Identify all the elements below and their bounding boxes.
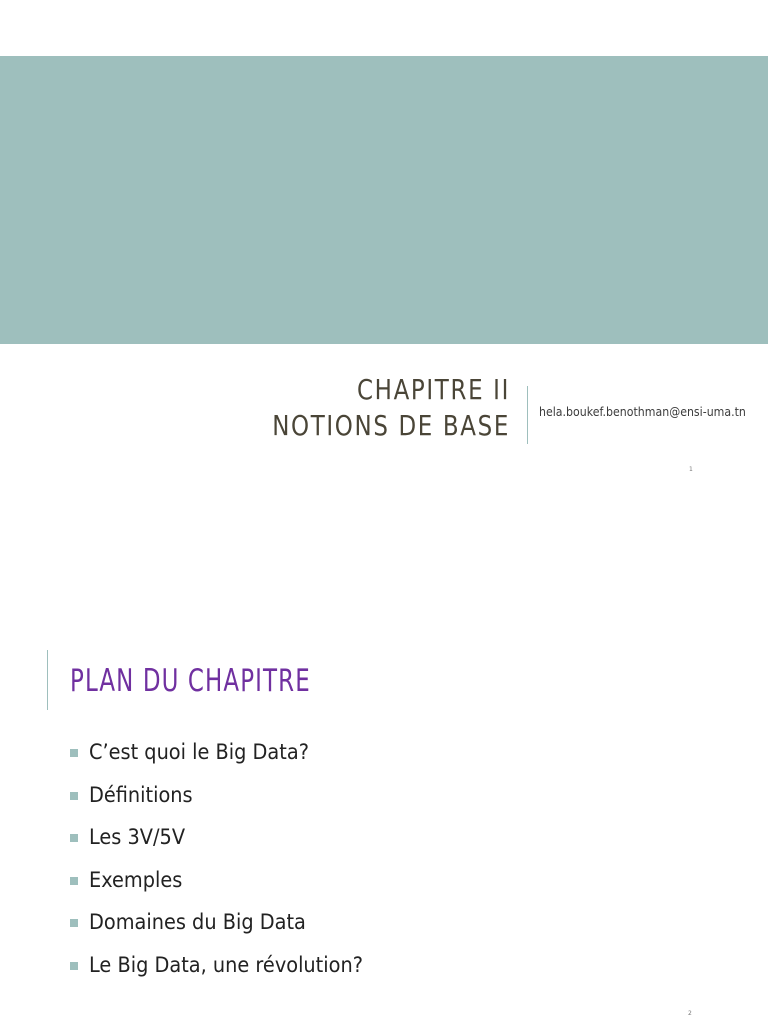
plan-title: PLAN DU CHAPITRE — [70, 663, 311, 699]
title-banner — [0, 56, 768, 344]
title-slide — [0, 0, 768, 505]
chapter-title — [272, 372, 510, 444]
title-accent-bar — [47, 650, 48, 710]
list-item-text: Définitions — [89, 782, 193, 807]
list-item-text: Exemples — [89, 867, 183, 892]
chapter-title-line1: CHAPITRE II — [357, 373, 510, 406]
list-item-text: Les 3V/5V — [89, 825, 186, 850]
square-bullet-icon — [70, 792, 78, 800]
list-item-text: Le Big Data, une révolution? — [89, 952, 363, 977]
square-bullet-icon — [70, 749, 78, 757]
page-number: 1 — [689, 466, 693, 473]
list-item-text: Domaines du Big Data — [89, 910, 306, 935]
square-bullet-icon — [70, 877, 78, 885]
square-bullet-icon — [70, 834, 78, 842]
chapter-title-line2: NOTIONS DE BASE — [272, 409, 510, 442]
author-email: hela.boukef.benothman@ensi-uma.tn — [539, 404, 746, 419]
square-bullet-icon — [70, 919, 78, 927]
square-bullet-icon — [70, 962, 78, 970]
page-number: 2 — [688, 1010, 692, 1017]
title-divider — [527, 386, 528, 444]
list-item-text: C’est quoi le Big Data? — [89, 740, 309, 764]
outline-slide — [0, 620, 768, 1024]
